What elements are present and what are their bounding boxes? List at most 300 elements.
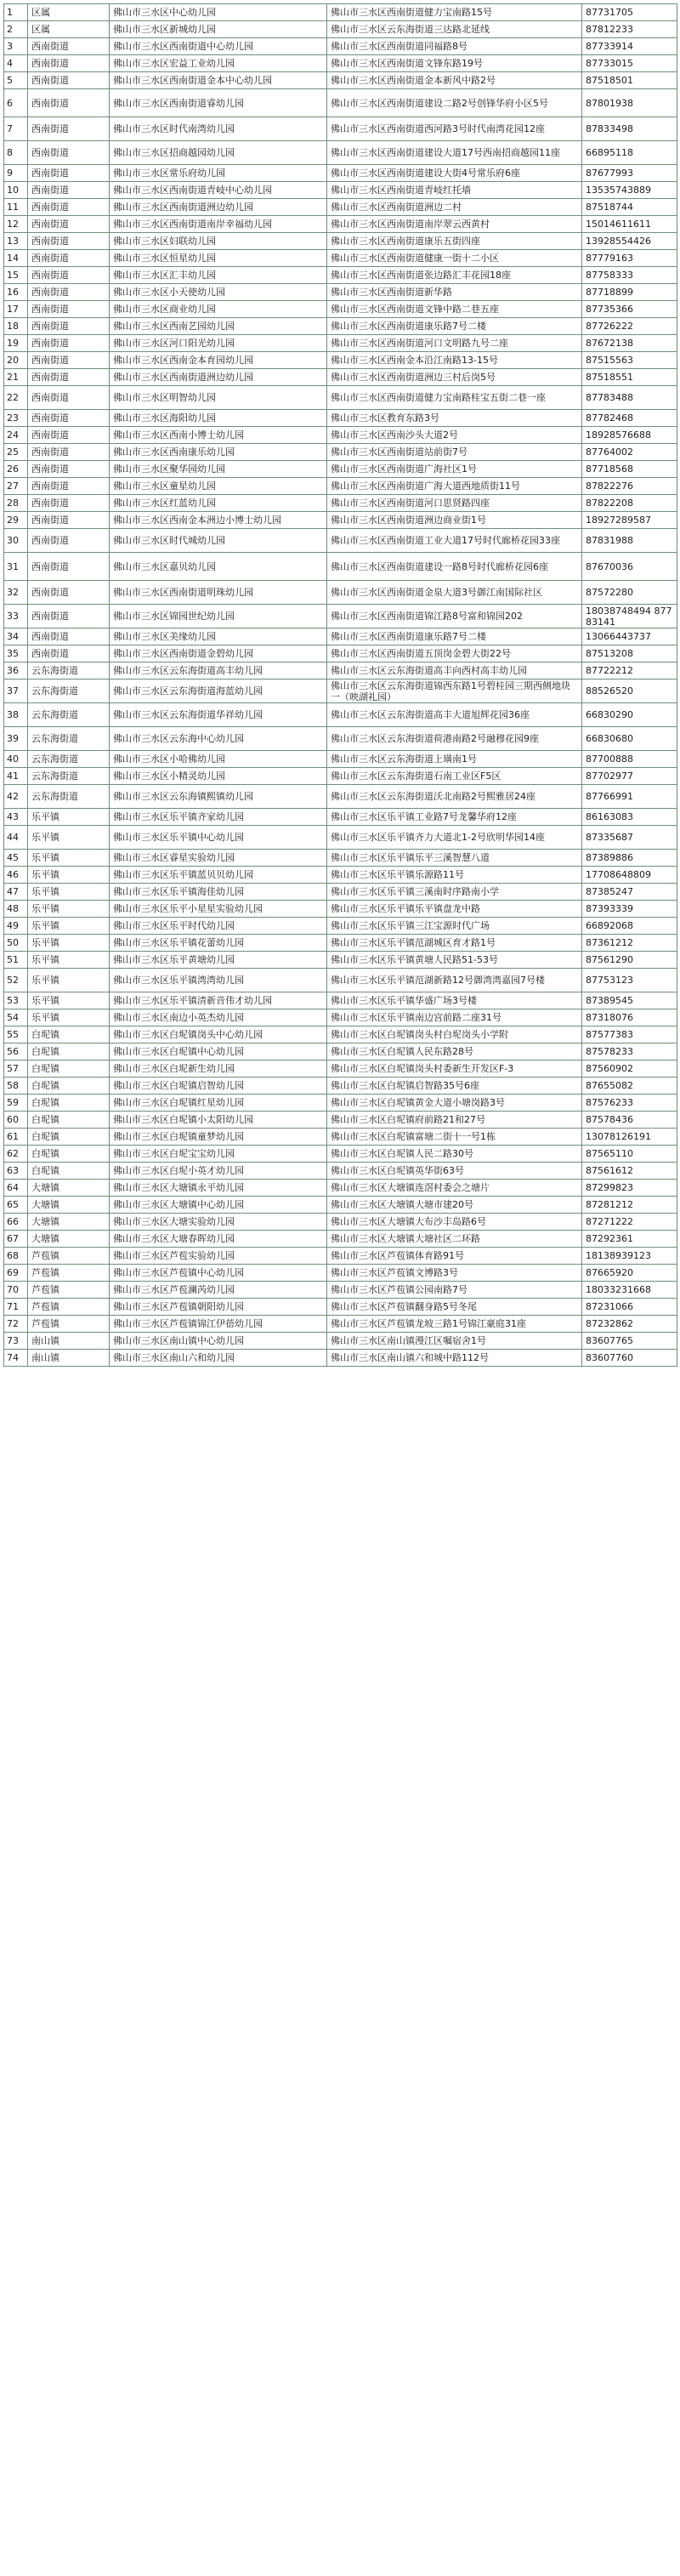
phone: 18033231668	[582, 1282, 677, 1299]
row-index: 41	[4, 768, 28, 785]
table-row	[4, 1129, 677, 1146]
phone: 87577383	[582, 1026, 677, 1043]
kindergarten-name: 佛山市三水区西南街道睿幼儿园	[110, 89, 327, 117]
district: 西南街道	[28, 352, 110, 369]
address: 佛山市三水区西南街道同福路8号	[327, 38, 582, 55]
address: 佛山市三水区白坭镇启智路35号6座	[327, 1078, 582, 1095]
address: 佛山市三水区白坭镇黄金大道小塘岗路3号	[327, 1095, 582, 1112]
kindergarten-name: 佛山市三水区招商越园幼儿园	[110, 141, 327, 165]
phone: 87335687	[582, 826, 677, 850]
kindergarten-name: 佛山市三水区云东海街道高丰幼儿园	[110, 662, 327, 680]
table-row	[4, 141, 677, 165]
row-index: 47	[4, 884, 28, 901]
address: 佛山市三水区云东海街道三达路北延线	[327, 21, 582, 38]
row-index: 6	[4, 89, 28, 117]
row-index: 44	[4, 826, 28, 850]
district: 西南街道	[28, 645, 110, 662]
district: 西南街道	[28, 250, 110, 267]
phone: 87292361	[582, 1231, 677, 1248]
table-row	[4, 38, 677, 55]
district: 云东海街道	[28, 680, 110, 703]
table-row	[4, 55, 677, 72]
row-index: 54	[4, 1009, 28, 1026]
phone: 13066443737	[582, 628, 677, 645]
phone: 13078126191	[582, 1129, 677, 1146]
district: 西南街道	[28, 141, 110, 165]
table-row	[4, 1265, 677, 1282]
kindergarten-name: 佛山市三水区白坭新生幼儿园	[110, 1061, 327, 1078]
phone: 87766991	[582, 785, 677, 809]
row-index: 10	[4, 182, 28, 199]
kindergarten-name: 佛山市三水区乐平镇海佳幼儿园	[110, 884, 327, 901]
phone: 87733015	[582, 55, 677, 72]
address: 佛山市三水区西南街道健康一街十二小区	[327, 250, 582, 267]
kindergarten-name: 佛山市三水区乐平镇齐家幼儿园	[110, 809, 327, 826]
address: 佛山市三水区乐平镇黄塘人民路51-53号	[327, 952, 582, 969]
phone: 66830290	[582, 703, 677, 727]
phone: 87655082	[582, 1078, 677, 1095]
address: 佛山市三水区西南街道康乐五街四座	[327, 233, 582, 250]
row-index: 23	[4, 410, 28, 427]
kindergarten-name: 佛山市三水区乐平镇清新音伟才幼儿园	[110, 992, 327, 1009]
district: 西南街道	[28, 427, 110, 444]
phone: 87722212	[582, 662, 677, 680]
kindergarten-name: 佛山市三水区芦苞镇锦江伊蓓幼儿园	[110, 1316, 327, 1333]
row-index: 32	[4, 581, 28, 605]
kindergarten-name: 佛山市三水区云东海街道海蓝幼儿园	[110, 680, 327, 703]
phone: 66892068	[582, 918, 677, 935]
phone: 87513208	[582, 645, 677, 662]
kindergarten-name: 佛山市三水区河口阳光幼儿园	[110, 335, 327, 352]
kindergarten-name: 佛山市三水区西南艺园幼儿园	[110, 318, 327, 335]
district: 白坭镇	[28, 1112, 110, 1129]
address: 佛山市三水区乐平镇范湖城区育才路1号	[327, 935, 582, 952]
address: 佛山市三水区西南街道建设大道17号西南招商越园11座	[327, 141, 582, 165]
phone: 87389545	[582, 992, 677, 1009]
phone: 87758333	[582, 267, 677, 284]
row-index: 57	[4, 1061, 28, 1078]
row-index: 63	[4, 1163, 28, 1180]
table-row	[4, 1282, 677, 1299]
table-row	[4, 182, 677, 199]
row-index: 21	[4, 369, 28, 386]
address: 佛山市三水区西南街道洲边商业街1号	[327, 512, 582, 529]
row-index: 67	[4, 1231, 28, 1248]
kindergarten-name: 佛山市三水区西南街道中心幼儿园	[110, 38, 327, 55]
address: 佛山市三水区西南街道金本新风中路2号	[327, 72, 582, 89]
table-row	[4, 1026, 677, 1043]
phone: 87702977	[582, 768, 677, 785]
address: 佛山市三水区西南街道河口文明路九号二座	[327, 335, 582, 352]
address: 佛山市三水区西南街道建设一路8号时代廊桥花园6座	[327, 553, 582, 581]
phone: 87733914	[582, 38, 677, 55]
district: 芦苞镇	[28, 1299, 110, 1316]
row-index: 22	[4, 386, 28, 410]
row-index: 19	[4, 335, 28, 352]
address: 佛山市三水区芦苞镇公园南路7号	[327, 1282, 582, 1299]
phone: 87831988	[582, 529, 677, 553]
phone: 87576233	[582, 1095, 677, 1112]
district: 区属	[28, 4, 110, 21]
table-row	[4, 581, 677, 605]
kindergarten-name: 佛山市三水区芦苞镇朝阳幼儿园	[110, 1299, 327, 1316]
row-index: 26	[4, 461, 28, 478]
district: 西南街道	[28, 318, 110, 335]
phone: 87318076	[582, 1009, 677, 1026]
kindergarten-name: 佛山市三水区西南小博士幼儿园	[110, 427, 327, 444]
kindergarten-name: 佛山市三水区大塘镇中心幼儿园	[110, 1197, 327, 1214]
phone: 18038748494 87783141	[582, 605, 677, 628]
kindergarten-name: 佛山市三水区大塘实验幼儿园	[110, 1214, 327, 1231]
kindergarten-name: 佛山市三水区南山镇中心幼儿园	[110, 1333, 327, 1350]
district: 乐平镇	[28, 992, 110, 1009]
district: 西南街道	[28, 605, 110, 628]
row-index: 74	[4, 1350, 28, 1367]
phone: 83607765	[582, 1333, 677, 1350]
kindergarten-name: 佛山市三水区白坭镇童梦幼儿园	[110, 1129, 327, 1146]
address: 佛山市三水区白坭镇英华街63号	[327, 1163, 582, 1180]
address: 佛山市三水区西南沙头大道2号	[327, 427, 582, 444]
phone: 87753123	[582, 969, 677, 992]
address: 佛山市三水区芦苞镇龙坡三路1号锦江豪庭31座	[327, 1316, 582, 1333]
phone: 87385247	[582, 884, 677, 901]
row-index: 34	[4, 628, 28, 645]
address: 佛山市三水区西南金本沿江南路13-15号	[327, 352, 582, 369]
address: 佛山市三水区西南街道建设大街4号常乐府6座	[327, 165, 582, 182]
district: 乐平镇	[28, 884, 110, 901]
table-row	[4, 89, 677, 117]
kindergarten-name: 佛山市三水区乐平时代幼儿园	[110, 918, 327, 935]
phone: 87672138	[582, 335, 677, 352]
table-row	[4, 867, 677, 884]
kindergarten-name: 佛山市三水区小哈佛幼儿园	[110, 751, 327, 768]
kindergarten-name: 佛山市三水区睿星实验幼儿园	[110, 850, 327, 867]
row-index: 40	[4, 751, 28, 768]
district: 乐平镇	[28, 969, 110, 992]
table-row	[4, 1350, 677, 1367]
district: 乐平镇	[28, 826, 110, 850]
row-index: 59	[4, 1095, 28, 1112]
kindergarten-name: 佛山市三水区西南街道南岸幸福幼儿园	[110, 216, 327, 233]
table-row	[4, 605, 677, 628]
address: 佛山市三水区西南街道站前街7号	[327, 444, 582, 461]
address: 佛山市三水区西南街道建设二路2号创锋华府小区5号	[327, 89, 582, 117]
row-index: 64	[4, 1180, 28, 1197]
row-index: 46	[4, 867, 28, 884]
row-index: 56	[4, 1043, 28, 1061]
table-row	[4, 768, 677, 785]
district: 西南街道	[28, 182, 110, 199]
address: 佛山市三水区乐平镇乐源路11号	[327, 867, 582, 884]
phone: 87393339	[582, 901, 677, 918]
row-index: 43	[4, 809, 28, 826]
kindergarten-name: 佛山市三水区小天使幼儿园	[110, 284, 327, 301]
row-index: 38	[4, 703, 28, 727]
address: 佛山市三水区白坭镇人民东路28号	[327, 1043, 582, 1061]
table-row	[4, 1299, 677, 1316]
phone: 87812233	[582, 21, 677, 38]
district: 云东海街道	[28, 768, 110, 785]
district: 乐平镇	[28, 952, 110, 969]
address: 佛山市三水区西南街道金泉大道3号御江南国际社区	[327, 581, 582, 605]
table-row	[4, 216, 677, 233]
phone: 18928576688	[582, 427, 677, 444]
row-index: 9	[4, 165, 28, 182]
kindergarten-name: 佛山市三水区中心幼儿园	[110, 4, 327, 21]
district: 云东海街道	[28, 785, 110, 809]
address: 佛山市三水区大塘镇大塘市建20号	[327, 1197, 582, 1214]
address: 佛山市三水区西南街道康乐路7号二楼	[327, 628, 582, 645]
district: 西南街道	[28, 72, 110, 89]
kindergarten-name: 佛山市三水区乐平黄塘幼儿园	[110, 952, 327, 969]
kindergarten-name: 佛山市三水区白坭镇岗头中心幼儿园	[110, 1026, 327, 1043]
district: 芦苞镇	[28, 1248, 110, 1265]
address: 佛山市三水区西南街道文锋中路二巷五座	[327, 301, 582, 318]
phone: 87518501	[582, 72, 677, 89]
district: 云东海街道	[28, 703, 110, 727]
table-row	[4, 233, 677, 250]
address: 佛山市三水区乐平镇范湖新路12号御湾湾嘉园7号楼	[327, 969, 582, 992]
row-index: 28	[4, 495, 28, 512]
row-index: 66	[4, 1214, 28, 1231]
kindergarten-name: 佛山市三水区西南街道明珠幼儿园	[110, 581, 327, 605]
district: 云东海街道	[28, 727, 110, 751]
address: 佛山市三水区南山镇漫江区嘱宿舍1号	[327, 1333, 582, 1350]
kindergarten-name: 佛山市三水区西南康乐幼儿园	[110, 444, 327, 461]
table-row	[4, 1248, 677, 1265]
table-row	[4, 553, 677, 581]
kindergarten-name: 佛山市三水区西南金本洲边小博士幼儿园	[110, 512, 327, 529]
phone: 87782468	[582, 410, 677, 427]
row-index: 50	[4, 935, 28, 952]
phone: 87565110	[582, 1146, 677, 1163]
phone: 87822276	[582, 478, 677, 495]
table-row	[4, 1078, 677, 1095]
address: 佛山市三水区乐平镇三溪南时序路南小学	[327, 884, 582, 901]
kindergarten-name: 佛山市三水区时代城幼儿园	[110, 529, 327, 553]
address: 佛山市三水区西南街道五顶岗金碧大街22号	[327, 645, 582, 662]
phone: 86163083	[582, 809, 677, 826]
row-index: 3	[4, 38, 28, 55]
district: 乐平镇	[28, 1009, 110, 1026]
phone: 87299823	[582, 1180, 677, 1197]
kindergarten-name: 佛山市三水区云东海街道华祥幼儿园	[110, 703, 327, 727]
phone: 87561612	[582, 1163, 677, 1180]
district: 云东海街道	[28, 751, 110, 768]
address: 佛山市三水区西南街道广海大道西地质街11号	[327, 478, 582, 495]
table-row	[4, 1214, 677, 1231]
district: 西南街道	[28, 335, 110, 352]
district: 区属	[28, 21, 110, 38]
row-index: 68	[4, 1248, 28, 1265]
kindergarten-table	[3, 3, 677, 1367]
district: 西南街道	[28, 233, 110, 250]
kindergarten-name: 佛山市三水区乐平镇蓝贝贝幼儿园	[110, 867, 327, 884]
phone: 87560902	[582, 1061, 677, 1078]
table-row	[4, 901, 677, 918]
row-index: 61	[4, 1129, 28, 1146]
row-index: 25	[4, 444, 28, 461]
phone: 66895118	[582, 141, 677, 165]
phone: 87665920	[582, 1265, 677, 1282]
address: 佛山市三水区云东海街道上璜南1号	[327, 751, 582, 768]
district: 南山镇	[28, 1333, 110, 1350]
kindergarten-name: 佛山市三水区芦苞镇中心幼儿园	[110, 1265, 327, 1282]
district: 西南街道	[28, 165, 110, 182]
table-row	[4, 850, 677, 867]
kindergarten-name: 佛山市三水区白坭镇中心幼儿园	[110, 1043, 327, 1061]
address: 佛山市三水区芦苞镇翻身路5号冬尾	[327, 1299, 582, 1316]
address: 佛山市三水区乐平镇乐平镇盘龙中路	[327, 901, 582, 918]
address: 佛山市三水区乐平镇工业路7号龙馨华府12座	[327, 809, 582, 826]
kindergarten-name: 佛山市三水区白坭宝宝幼儿园	[110, 1146, 327, 1163]
row-index: 48	[4, 901, 28, 918]
kindergarten-name: 佛山市三水区白坭镇红星幼儿园	[110, 1095, 327, 1112]
kindergarten-name: 佛山市三水区新城幼儿园	[110, 21, 327, 38]
phone: 87572280	[582, 581, 677, 605]
row-index: 36	[4, 662, 28, 680]
row-index: 2	[4, 21, 28, 38]
phone: 83607760	[582, 1350, 677, 1367]
row-index: 69	[4, 1265, 28, 1282]
phone: 87518551	[582, 369, 677, 386]
table-row	[4, 1146, 677, 1163]
kindergarten-name: 佛山市三水区妇联幼儿园	[110, 233, 327, 250]
phone: 87389886	[582, 850, 677, 867]
district: 西南街道	[28, 444, 110, 461]
phone: 87518744	[582, 199, 677, 216]
kindergarten-name: 佛山市三水区乐平镇湾湾幼儿园	[110, 969, 327, 992]
address: 佛山市三水区白坭镇岗头村白坭岗头小学附	[327, 1026, 582, 1043]
phone: 15014611611	[582, 216, 677, 233]
row-index: 37	[4, 680, 28, 703]
table-row	[4, 352, 677, 369]
table-row	[4, 751, 677, 768]
phone: 87578233	[582, 1043, 677, 1061]
address: 佛山市三水区白坭镇人民二路30号	[327, 1146, 582, 1163]
row-index: 35	[4, 645, 28, 662]
row-index: 30	[4, 529, 28, 553]
table-row	[4, 1197, 677, 1214]
district: 西南街道	[28, 628, 110, 645]
district: 西南街道	[28, 386, 110, 410]
phone: 87731705	[582, 4, 677, 21]
kindergarten-name: 佛山市三水区宏益工业幼儿园	[110, 55, 327, 72]
table-row	[4, 645, 677, 662]
table-row	[4, 1061, 677, 1078]
address: 佛山市三水区西南街道青岐红托墙	[327, 182, 582, 199]
address: 佛山市三水区云东海街道高丰大道旭辉花园36座	[327, 703, 582, 727]
district: 西南街道	[28, 55, 110, 72]
row-index: 45	[4, 850, 28, 867]
district: 西南街道	[28, 410, 110, 427]
row-index: 49	[4, 918, 28, 935]
kindergarten-name: 佛山市三水区乐平镇中心幼儿园	[110, 826, 327, 850]
address: 佛山市三水区云东海街道石南工业区F5区	[327, 768, 582, 785]
district: 西南街道	[28, 267, 110, 284]
phone: 87801938	[582, 89, 677, 117]
row-index: 13	[4, 233, 28, 250]
table-row	[4, 72, 677, 89]
district: 南山镇	[28, 1350, 110, 1367]
address: 佛山市三水区南山镇六和城中路112号	[327, 1350, 582, 1367]
address: 佛山市三水区白坭镇府前路21和27号	[327, 1112, 582, 1129]
table-row	[4, 969, 677, 992]
district: 大塘镇	[28, 1197, 110, 1214]
kindergarten-name: 佛山市三水区芦苞实验幼儿园	[110, 1248, 327, 1265]
phone: 13928554426	[582, 233, 677, 250]
address: 佛山市三水区大塘镇连滘村委会之塘片	[327, 1180, 582, 1197]
district: 西南街道	[28, 89, 110, 117]
table-row	[4, 386, 677, 410]
table-row	[4, 1231, 677, 1248]
phone: 13535743889	[582, 182, 677, 199]
kindergarten-name: 佛山市三水区嘉贝幼儿园	[110, 553, 327, 581]
kindergarten-name: 佛山市三水区明智幼儿园	[110, 386, 327, 410]
table-row	[4, 628, 677, 645]
row-index: 52	[4, 969, 28, 992]
kindergarten-name: 佛山市三水区西南金本育园幼儿园	[110, 352, 327, 369]
kindergarten-name: 佛山市三水区西南街道洲边幼儿园	[110, 199, 327, 216]
kindergarten-name: 佛山市三水区汇丰幼儿园	[110, 267, 327, 284]
district: 白坭镇	[28, 1146, 110, 1163]
address: 佛山市三水区西南街道工业大道17号时代廊桥花园33座	[327, 529, 582, 553]
row-index: 72	[4, 1316, 28, 1333]
address: 佛山市三水区云东海街道荷港南路2号融穆花园9座	[327, 727, 582, 751]
row-index: 51	[4, 952, 28, 969]
kindergarten-name: 佛山市三水区芦苞澜芮幼儿园	[110, 1282, 327, 1299]
table-row	[4, 4, 677, 21]
phone: 87822208	[582, 495, 677, 512]
table-row	[4, 1112, 677, 1129]
address: 佛山市三水区西南街道健力宝南路桂宝五街二巷一座	[327, 386, 582, 410]
kindergarten-name: 佛山市三水区白坭小英才幼儿园	[110, 1163, 327, 1180]
address: 佛山市三水区云东海街道高丰向西村高丰幼儿园	[327, 662, 582, 680]
table-row	[4, 284, 677, 301]
district: 西南街道	[28, 38, 110, 55]
row-index: 16	[4, 284, 28, 301]
district: 西南街道	[28, 301, 110, 318]
table-row	[4, 1009, 677, 1026]
table-row	[4, 512, 677, 529]
phone: 88526520	[582, 680, 677, 703]
district: 白坭镇	[28, 1026, 110, 1043]
kindergarten-name: 佛山市三水区童星幼儿园	[110, 478, 327, 495]
kindergarten-name: 佛山市三水区白坭镇小太阳幼儿园	[110, 1112, 327, 1129]
district: 白坭镇	[28, 1163, 110, 1180]
district: 白坭镇	[28, 1061, 110, 1078]
row-index: 11	[4, 199, 28, 216]
row-index: 53	[4, 992, 28, 1009]
row-index: 27	[4, 478, 28, 495]
address: 佛山市三水区白坭镇富塘二街十一号1栋	[327, 1129, 582, 1146]
kindergarten-name: 佛山市三水区海阳幼儿园	[110, 410, 327, 427]
address: 佛山市三水区西南街道洲边三村后岗5号	[327, 369, 582, 386]
row-index: 62	[4, 1146, 28, 1163]
table-row	[4, 680, 677, 703]
district: 西南街道	[28, 553, 110, 581]
district: 西南街道	[28, 216, 110, 233]
address: 佛山市三水区西南街道河口思贤路四座	[327, 495, 582, 512]
row-index: 14	[4, 250, 28, 267]
table-row	[4, 1095, 677, 1112]
row-index: 20	[4, 352, 28, 369]
table-row	[4, 369, 677, 386]
phone: 87783488	[582, 386, 677, 410]
row-index: 60	[4, 1112, 28, 1129]
address: 佛山市三水区西南街道南岸翠云西黄村	[327, 216, 582, 233]
address: 佛山市三水区教育东路3号	[327, 410, 582, 427]
